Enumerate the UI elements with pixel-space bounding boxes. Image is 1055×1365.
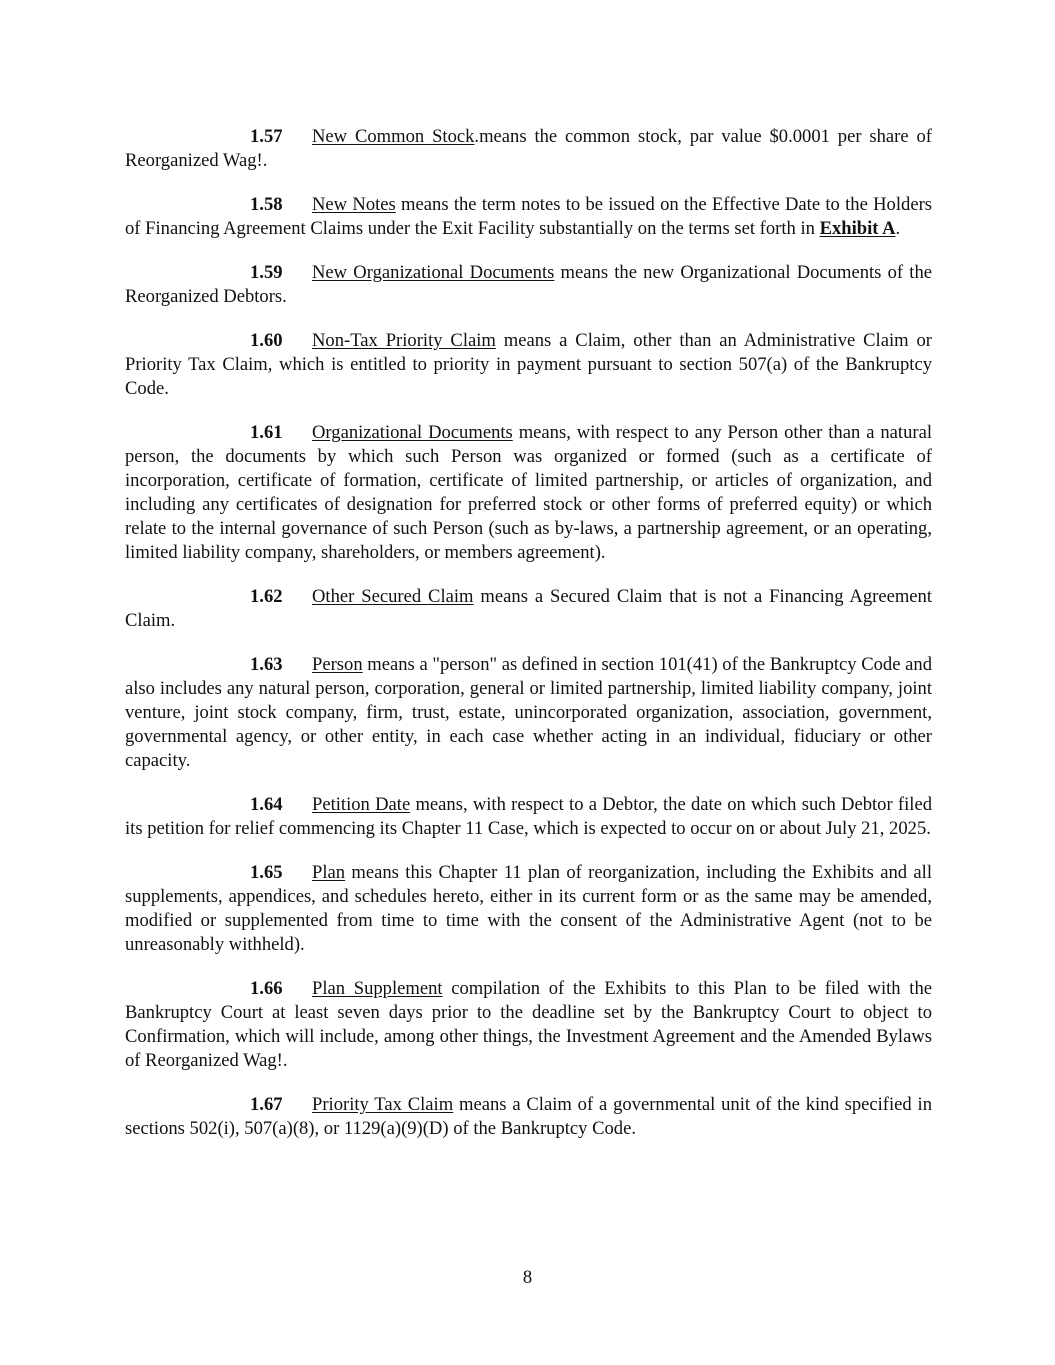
definition-1-58 xyxy=(125,193,932,241)
defined-term: Plan xyxy=(312,862,346,883)
section-number: 1.63 xyxy=(250,654,283,675)
definition-1-66 xyxy=(125,977,932,1073)
definition-1-67 xyxy=(125,1093,932,1141)
section-number: 1.60 xyxy=(250,330,283,351)
defined-term: Organizational Documents xyxy=(312,422,513,443)
defined-term: New Notes xyxy=(312,194,396,215)
section-number: 1.58 xyxy=(250,194,283,215)
definition-text: compilation of the Exhibits to this Plan to be filed with the Bankruptcy Court at least seven days prior to the deadline set by the Bankruptcy Court to object to Confirmation, which will include, among other things, the Investment Agreement and the Amended Bylaws of Reorganized Wag!. xyxy=(125,978,932,1071)
definition-1-65 xyxy=(125,861,932,957)
defined-term: Petition Date xyxy=(312,794,411,815)
definition-text: means a Claim, other than an Administrative Claim or Priority Tax Claim, which is entitled to priority in payment pursuant to section 507(a) of the Bankruptcy Code. xyxy=(125,330,932,399)
definition-1-63 xyxy=(125,653,932,773)
definition-text: means the new Organizational Documents of the Reorganized Debtors. xyxy=(125,262,932,307)
definition-1-62 xyxy=(125,585,932,633)
section-number: 1.64 xyxy=(250,794,283,815)
exhibit-reference: Exhibit A xyxy=(819,218,896,239)
definition-text: means a "person" as defined in section 101(41) of the Bankruptcy Code and also includes any natural person, corporation, general or limited partnership, limited liability company, joint venture, joint stock company, firm, trust, estate, unincorporated organization, association, government, governmental agency, or other entity, in each case whether acting in an individual, fiduciary or other capacity. xyxy=(125,654,932,771)
defined-term: Other Secured Claim xyxy=(312,586,474,607)
defined-term: New Organizational Documents xyxy=(312,262,555,283)
defined-term: Person xyxy=(312,654,363,675)
section-number: 1.61 xyxy=(250,422,283,443)
definition-text: means this Chapter 11 plan of reorganization, including the Exhibits and all supplements, appendices, and schedules hereto, either in its current form or as the same may be amended, modified or supplemented from time to time with the consent of the Administrative Agent (not to be unreasonably withheld). xyxy=(125,862,932,955)
defined-term: Plan Supplement xyxy=(312,978,443,999)
section-number: 1.66 xyxy=(250,978,283,999)
definition-1-64 xyxy=(125,793,932,841)
section-number: 1.62 xyxy=(250,586,283,607)
definition-1-60 xyxy=(125,329,932,401)
definition-text: .means the common stock, par value $0.0001 per share of Reorganized Wag!. xyxy=(125,126,932,171)
definition-text: means the term notes to be issued on the Effective Date to the Holders of Financing Agreement Claims under the Exit Facility substantially on the terms set forth in xyxy=(125,194,932,239)
definition-1-59 xyxy=(125,261,932,309)
defined-term: Priority Tax Claim xyxy=(312,1094,454,1115)
definition-text: means, with respect to a Debtor, the date on which such Debtor filed its petition for relief commencing its Chapter 11 Case, which is expected to occur on or about July 21, 2025. xyxy=(125,794,932,839)
section-number: 1.65 xyxy=(250,862,283,883)
definition-text: means, with respect to any Person other than a natural person, the documents by which such Person was organized or formed (such as a certificate of incorporation, certificate of formation, certificate of limited partnership, or articles of organization, and including any certificates of designation for preferred stock or other forms of preferred equity) or which relate to the internal governance of such Person (such as by-laws, a partnership agreement, or an operating, limited liability company, shareholders, or members agreement). xyxy=(125,422,933,563)
definition-1-61 xyxy=(125,421,932,565)
section-number: 1.59 xyxy=(250,262,283,283)
document-body xyxy=(125,125,932,1161)
definition-text: means a Secured Claim that is not a Financing Agreement Claim. xyxy=(125,586,933,631)
definition-1-57 xyxy=(125,125,932,173)
section-number: 1.67 xyxy=(250,1094,283,1115)
definition-text: means a Claim of a governmental unit of the kind specified in sections 502(i), 507(a)(8), or 1129(a)(9)(D) of the Bankruptcy Code. xyxy=(125,1094,932,1139)
defined-term: Non-Tax Priority Claim xyxy=(312,330,496,351)
page-number: 8 xyxy=(522,1267,533,1288)
definition-text-end: . xyxy=(895,218,901,239)
defined-term: New Common Stock xyxy=(312,126,475,147)
section-number: 1.57 xyxy=(250,126,283,147)
